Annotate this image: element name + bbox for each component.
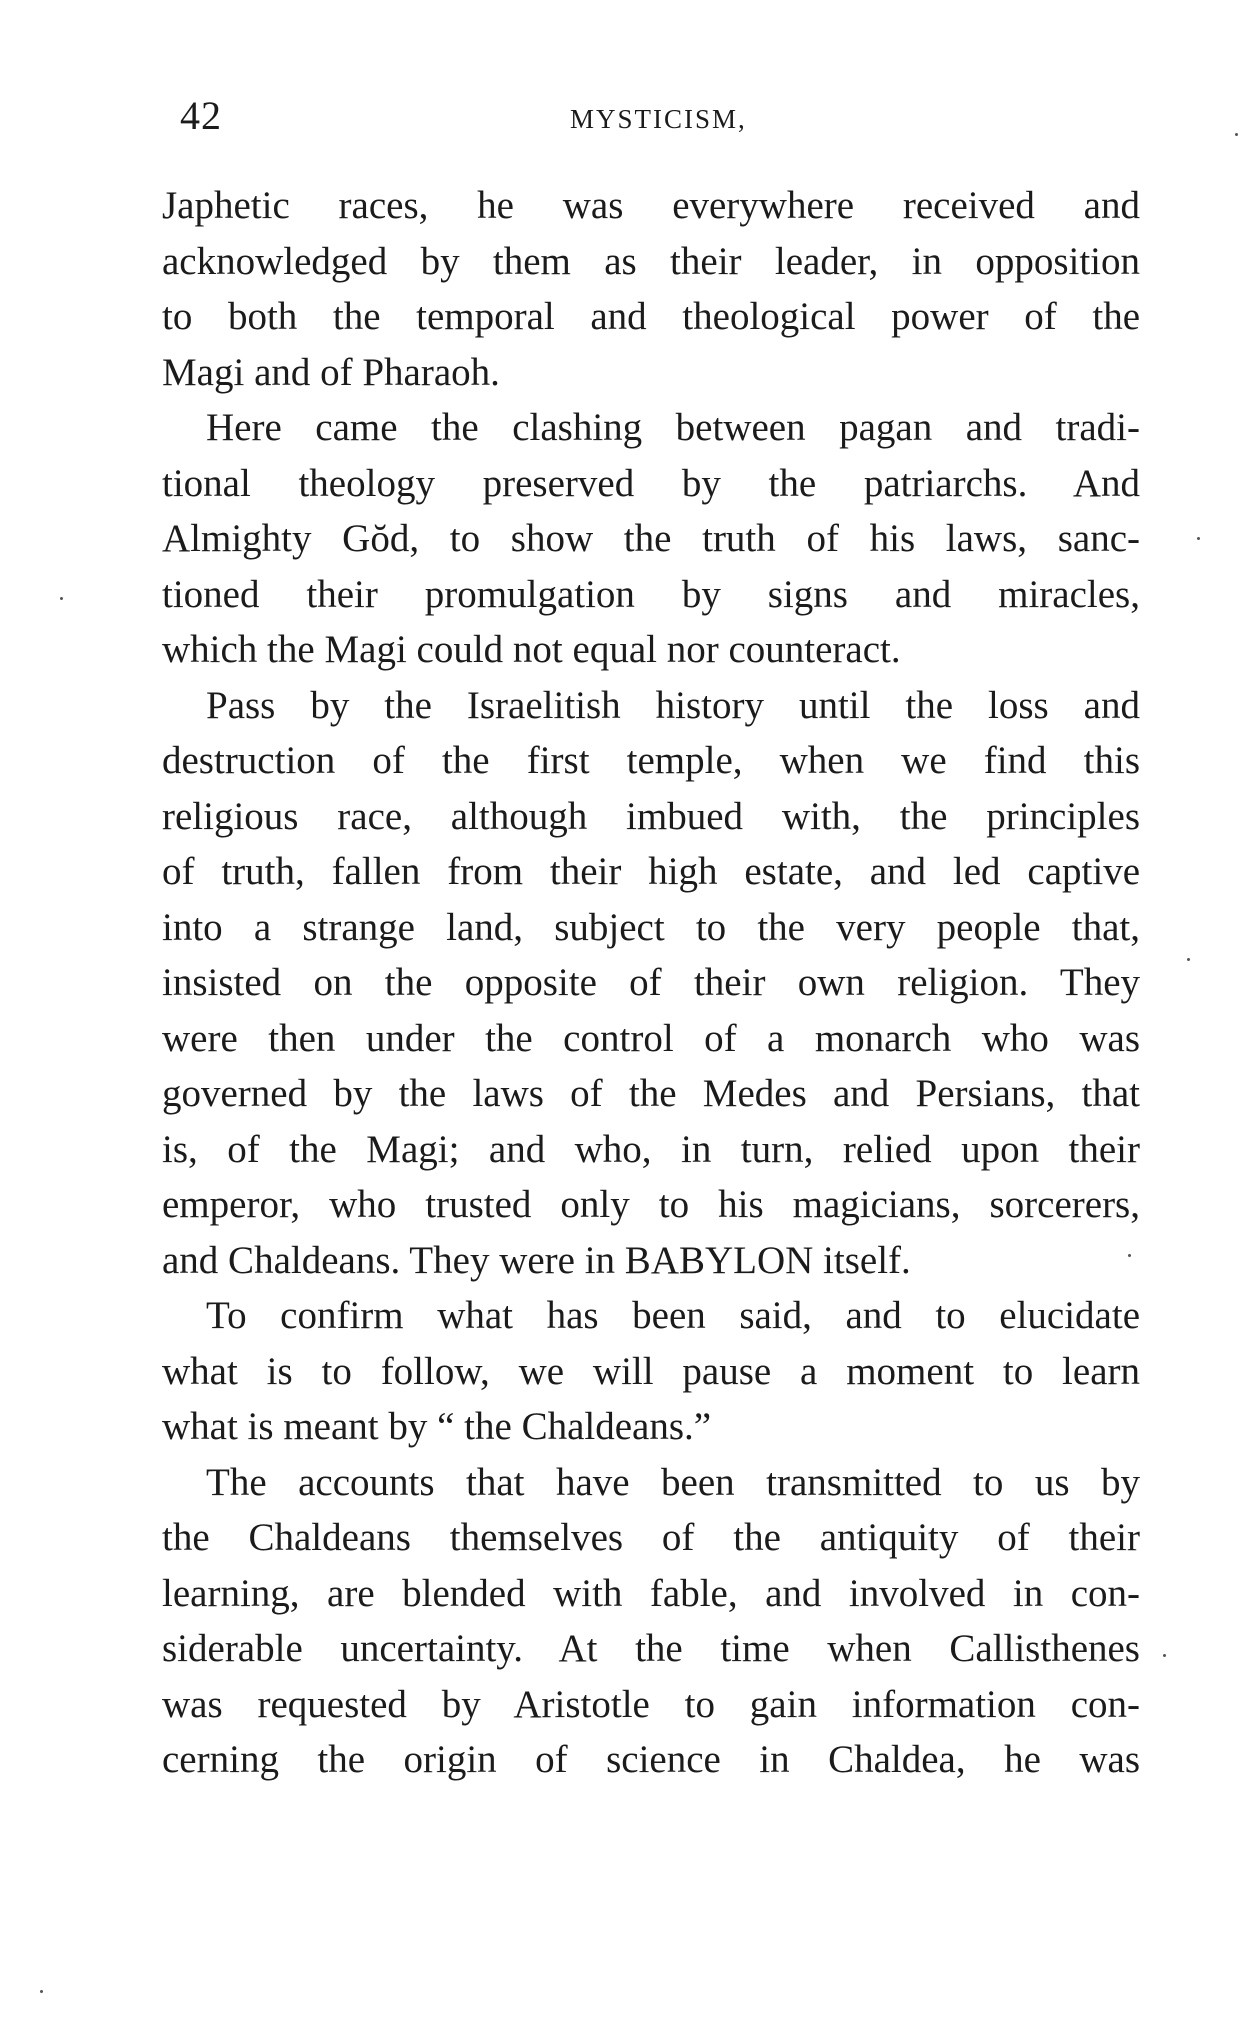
text-line: emperor, who trusted only to his magicians, sorcerers,	[162, 1183, 1140, 1226]
text-line: were then under the control of a monarch who was	[162, 1016, 1140, 1060]
text-line: Pass by the Israelitish history until the loss and	[206, 683, 1140, 727]
text-line: was requested by Aristotle to gain information con-	[162, 1682, 1140, 1726]
text-line: cerning the origin of science in Chaldea, he was	[162, 1738, 1140, 1781]
text-line: Japhetic races, he was everywhere received and	[162, 184, 1140, 227]
text-line: siderable uncertainty. At the time when Callisthenes	[162, 1627, 1140, 1670]
print-speck	[60, 597, 63, 600]
text-line: what is meant by “ the Chaldeans.”	[162, 1405, 712, 1448]
print-speck	[1235, 133, 1238, 136]
text-line: tioned their promulgation by signs and miracles,	[162, 572, 1140, 616]
text-line: and Chaldeans. They were in BABYLON itself.	[162, 1238, 911, 1282]
text-line: of truth, fallen from their high estate, and led captive	[162, 850, 1140, 893]
text-line: the Chaldeans themselves of the antiquity of their	[162, 1516, 1140, 1559]
print-speck	[1197, 537, 1200, 540]
print-speck	[1163, 1654, 1166, 1657]
text-line: Magi and of Pharaoh.	[162, 350, 500, 394]
text-line: what is to follow, we will pause a moment to learn	[162, 1349, 1140, 1393]
text-line: The accounts that have been transmitted to us by	[206, 1460, 1140, 1504]
page-number: 42	[180, 93, 222, 138]
print-speck	[1128, 1254, 1131, 1257]
text-line: is, of the Magi; and who, in turn, relied upon their	[162, 1127, 1140, 1171]
text-line: acknowledged by them as their leader, in opposition	[162, 239, 1140, 283]
text-line: learning, are blended with fable, and involved in con-	[162, 1571, 1140, 1615]
running-head	[180, 92, 1140, 140]
body-text	[162, 178, 1140, 1788]
text-line: to both the temporal and theological power of the	[162, 295, 1140, 338]
text-line: governed by the laws of the Medes and Persians, that	[162, 1072, 1140, 1115]
print-speck	[40, 1990, 43, 1993]
print-speck	[1187, 958, 1190, 961]
text-line: into a strange land, subject to the very people that,	[162, 905, 1140, 949]
text-line: Here came the clashing between pagan and tradi-	[206, 406, 1140, 449]
running-title: MYSTICISM,	[570, 104, 747, 134]
text-line: Almighty Gŏd, to show the truth of his laws, sanc-	[162, 517, 1140, 560]
text-line: insisted on the opposite of their own religion. They	[162, 961, 1140, 1004]
text-line: which the Magi could not equal nor counteract.	[162, 628, 901, 671]
text-line: religious race, although imbued with, the principles	[162, 794, 1140, 838]
text-line: destruction of the first temple, when we find this	[162, 739, 1140, 782]
text-line: To confirm what has been said, and to elucidate	[206, 1294, 1140, 1337]
text-line: tional theology preserved by the patriarchs. And	[162, 461, 1140, 505]
